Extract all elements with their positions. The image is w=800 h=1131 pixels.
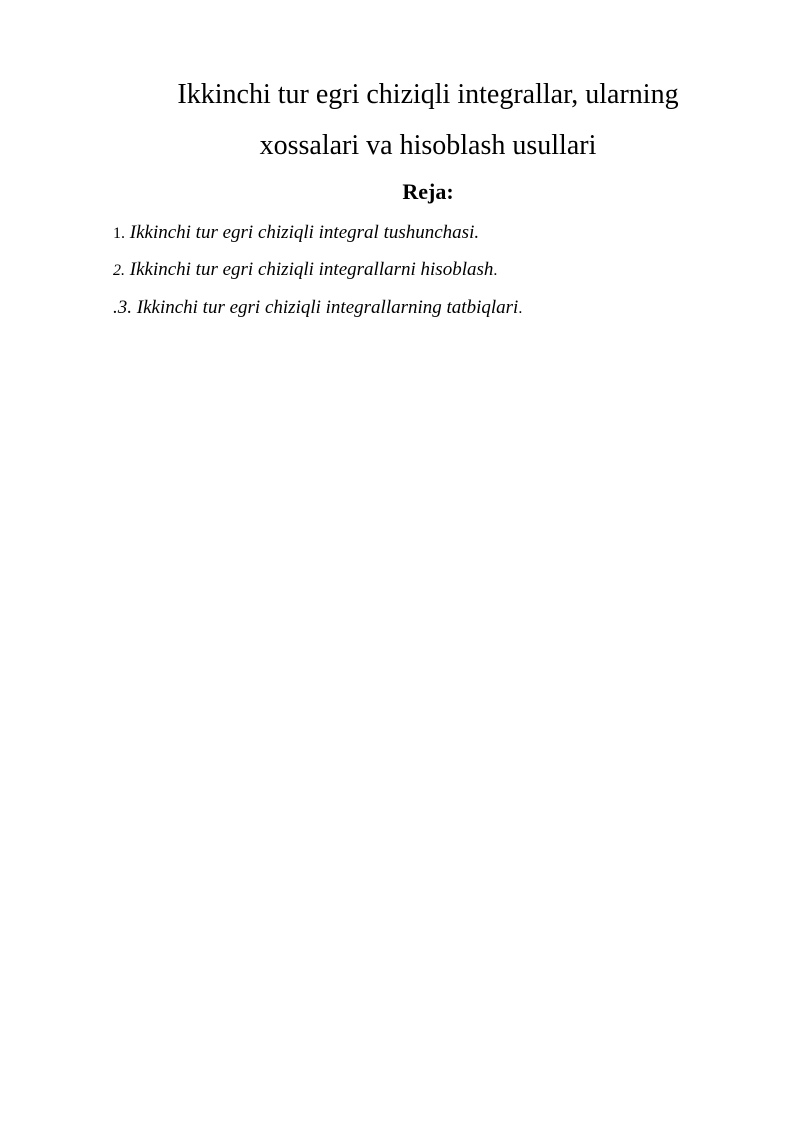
plan-item-text: Ikkinchi tur egri chiziqli integral tushunchasi — [125, 222, 475, 243]
plan-item-3 — [113, 296, 522, 321]
plan-item-text: Ikkinchi tur egri chiziqli integrallarning tatbiqlari — [132, 297, 519, 318]
plan-item-end: . — [474, 222, 480, 243]
plan-item-number: .3. — [113, 297, 132, 318]
plan-item-end: . — [493, 262, 498, 279]
plan-item-number: 1. — [113, 225, 125, 242]
plan-item-2 — [113, 258, 497, 283]
plan-item-number: 2. — [113, 262, 125, 279]
plan-item-end: . — [518, 300, 523, 317]
plan-item-text: Ikkinchi tur egri chiziqli integrallarni hisoblash — [125, 259, 494, 280]
document-title-line-2: xossalari va hisoblash usullari — [259, 130, 597, 161]
document-title-line-1: Ikkinchi tur egri chiziqli integrallar, ularning — [177, 79, 679, 110]
plan-item-1 — [113, 221, 479, 246]
plan-heading: Reja: — [402, 179, 454, 204]
